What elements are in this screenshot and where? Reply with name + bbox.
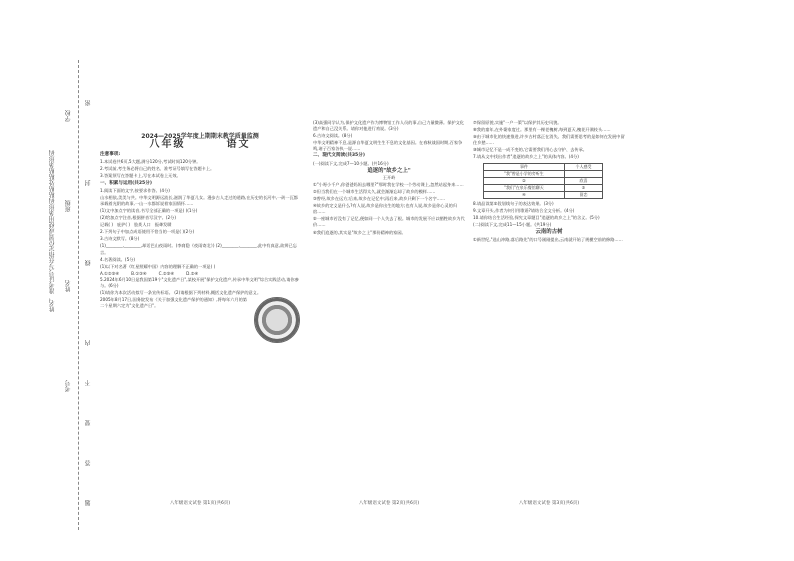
option-c[interactable]: C.②③④ <box>158 270 175 276</box>
q1-text: 山水相依,美美与共。中华文明源远流长,滋润了华夏儿女。漫步古人走过的道路,在历史的长河中,一砖一瓦都承载着光阴的故事,一山一水都诉说着家国情怀…… <box>100 194 298 206</box>
article-para-10: ⑩城市记忆不是一成不变的,它需要我们用心去守护、去传承。 <box>473 147 587 153</box>
article-para-8: ⑧我的童年,在外婆家度过。那里有一棵老槐树,每到夏天,槐花开满枝头…… <box>473 127 611 133</box>
page-2-column <box>313 120 465 498</box>
q8-stem: 8.请品读第⑤段划线句子的表达效果。(3分) <box>473 201 554 207</box>
page-1-footer: 八年级语文试卷 第1页(共6页) <box>169 501 231 506</box>
q1-sub2: (2)给加点字注音,根据拼音写汉字。(2分) <box>100 215 177 221</box>
section-2-heading: 二、现代文阅读(共35分) <box>313 153 365 159</box>
table-row <box>484 170 603 177</box>
notice-item-1: 1.本试卷共6页,5大题,满分120分,考试时间120分钟。 <box>100 159 201 165</box>
table-row <box>484 191 603 198</box>
article-para-6: ⑥我们追逐的,其实是"故乡之上"那份精神的家园。 <box>313 229 406 235</box>
page-2-footer: 八年级语文试卷 第2页(共6页) <box>358 501 420 506</box>
table-cell: 欣喜 <box>564 177 602 184</box>
q10-stem: 10.请你结合生活经验,探究文章题目"追逐的故乡之上"的含义。(5分) <box>473 215 600 221</box>
table-cell-answer[interactable]: ④ <box>484 191 565 198</box>
article-para-5: ⑤一座城市若没有了记忆,便如同一个人失去了根。城市的发展不应以牺牲故乡为代价…… <box>313 216 465 228</box>
option-d[interactable]: D.②④ <box>186 270 199 276</box>
q3-text: (1)________,________,却话巴山夜雨时。(李商隐《夜雨寄北》) (2)________,________,此中有真意,欲辨已忘言。 <box>100 243 297 255</box>
label-class: 班级 <box>65 200 72 212</box>
option-a[interactable]: A.①②③④ <box>100 270 120 276</box>
article-title: 追逐的"故乡之上" <box>367 167 411 174</box>
q1-blanks <box>100 222 300 228</box>
q1-stem: 1.阅读下面的文字,按要求作答。(4分) <box>100 187 170 193</box>
q6-stem: 6.古诗文阅读。(8分) <box>313 133 353 139</box>
table-cell-answer[interactable]: ③ <box>564 184 602 191</box>
table-header-event: 事件 <box>484 163 565 170</box>
grade-subject <box>100 139 300 151</box>
reading-2-intro: (二)阅读下文,完成11—15小题。(共19分) <box>473 222 552 228</box>
table-header-feeling: 个人感受 <box>564 163 602 170</box>
q5-sub: (1)请你为本次活动拟写一条宣传标语。 (2)请根据下列材料,概括文化遗产保护的意义。 <box>100 290 262 296</box>
notice-heading: 注意事项: <box>100 152 121 158</box>
q5-material: 2005年8月17日,国务院发布《关于加强文化遗产保护的通知》,将每年六月的第二个星期六定为"文化遗产日"。 <box>100 297 247 309</box>
q6-text: 中华文明精神不息,是源自华夏文明生生不息的文化基因。在春秋战国时期,百家争鸣,诸子百家各执一说…… <box>313 140 463 152</box>
seal-char-6: 要 <box>85 420 92 426</box>
seal-line <box>78 60 79 530</box>
table-row <box>484 184 603 191</box>
exam-title: 2024—2025学年度上期期末教学质量监测 <box>141 133 259 140</box>
binding-notice: 姓名、准考证号写在指定位置或使用条形码粘贴处粘贴条形码 <box>49 150 56 312</box>
blank-c: 脍炙人口 <box>133 222 151 228</box>
q5-stem: 5.2024年6月10日是我国第19个"文化遗产日",某校开展"保护文化遗产,传承中华文明"综合实践活动,请你参与。(6分) <box>100 276 299 288</box>
q1-sub1: (1)文中加点字的读音,书写全部正确的一项是( )(1分) <box>100 207 198 213</box>
article-para-1: ①"小呀小千户,你爸爸妈妈去哪里?"那时我在学校一个劳动课上,忽然站起身来…… <box>313 181 464 187</box>
q7-stem: 7.请从文中找出作者"追逐的故乡之上"的具体内容。(4分) <box>473 154 579 160</box>
seal-char-4: 内 <box>85 340 92 346</box>
page-3-footer: 八年级语文试卷 第3页(共6页) <box>518 501 580 506</box>
seal-char-2: 封 <box>85 180 92 186</box>
q4-stem: 4.名著阅读。(5分) <box>100 256 136 262</box>
blank-d: 振聋发聩 <box>154 222 172 228</box>
seal-char-8: 题 <box>85 500 92 506</box>
article-2-title: 云南的古树 <box>535 229 563 236</box>
q9-stem: 9.文章开头,作者为何引用歌谣?请结合全文分析。(4分) <box>473 208 575 214</box>
heritage-material <box>100 297 300 343</box>
label-school: 学校 <box>65 110 72 122</box>
heritage-logo-icon <box>254 297 300 343</box>
notice-item-3: 3.答案须写在答题卡上,写在本试卷上无效。 <box>100 173 181 179</box>
table-row <box>484 177 603 184</box>
article-para-9: ⑨由于城市化的快速推进,许多古村落正在消失。我们需要思考的是如何在发展中留住乡愁…… <box>473 134 625 146</box>
reading-1-intro: (一)阅读下文,完成7—10小题。(共16分) <box>313 160 389 166</box>
section-1-heading: 一、积累与运用(共25分) <box>100 180 152 186</box>
q3-stem: 3.古诗文默写。(8分) <box>100 236 140 242</box>
article-para-3: ③曾经,故乡在远方;后来,故乡在记忆中;再后来,故乡只剩下一个名字…… <box>313 196 446 202</box>
table-cell-answer[interactable]: ② <box>484 177 565 184</box>
q7-table <box>483 163 603 199</box>
article-author: 王开岭 <box>382 174 396 180</box>
q4-text: (1)以下对名著《红星照耀中国》内容的理解不正确的一项是( ) <box>100 263 216 269</box>
article-para-7: ⑦保留原貌,实施"一户一策"以保护其历史风貌。 <box>473 120 562 125</box>
label-name: 姓名 <box>65 280 72 292</box>
seal-char-3: 线 <box>85 260 92 266</box>
article-para-4: ④故乡的定义是什么?有人说,故乡是你出生的地方;也有人说,故乡是你心灵的归宿…… <box>313 203 458 215</box>
table-cell: "我"曾是小学的旁听生 <box>484 170 565 177</box>
seal-char-1: 密 <box>85 100 92 106</box>
grade-label: 八年级 <box>149 139 186 151</box>
page-1-column <box>100 120 300 498</box>
table-cell-answer[interactable] <box>564 170 602 177</box>
article-2-para-1: ①新世纪,"选山冲路,落后路先"的口号刚刚提出,云南就开始了规模空前的修路…… <box>473 236 623 242</box>
page-3-column <box>473 120 625 498</box>
table-cell: 留恋 <box>564 191 602 198</box>
q5-sub3: (3)高强同学认为,保护文化遗产作为博物馆工作人员的事,自己力量微薄。保护文化遗产和自己没关系。请你对他进行劝说。(3分) <box>313 120 464 132</box>
seal-char-7: 答 <box>85 460 92 466</box>
q2-stem: 2.下列句子中加点成语使用不恰当的一项是( )(2分) <box>100 229 195 235</box>
seal-char-5: 不 <box>85 380 92 386</box>
option-b[interactable]: B.①③④ <box>131 270 147 276</box>
notice-item-2: 2.考试前,考生务必将自己的姓名、准考证号填写在答题卡上。 <box>100 166 215 172</box>
label-exam-number: 考号 <box>65 380 72 392</box>
blank-b[interactable]: 庇护( ) <box>116 222 130 228</box>
table-cell: "我们"在泉乐餐馆聊天 <box>484 184 565 191</box>
subject-label: 语文 <box>226 139 251 151</box>
article-para-2: ②但当我们在一个城市生活得太久,就会渐渐忘却了故乡的模样…… <box>313 188 436 194</box>
blank-a[interactable]: 记载( ) <box>100 222 113 228</box>
